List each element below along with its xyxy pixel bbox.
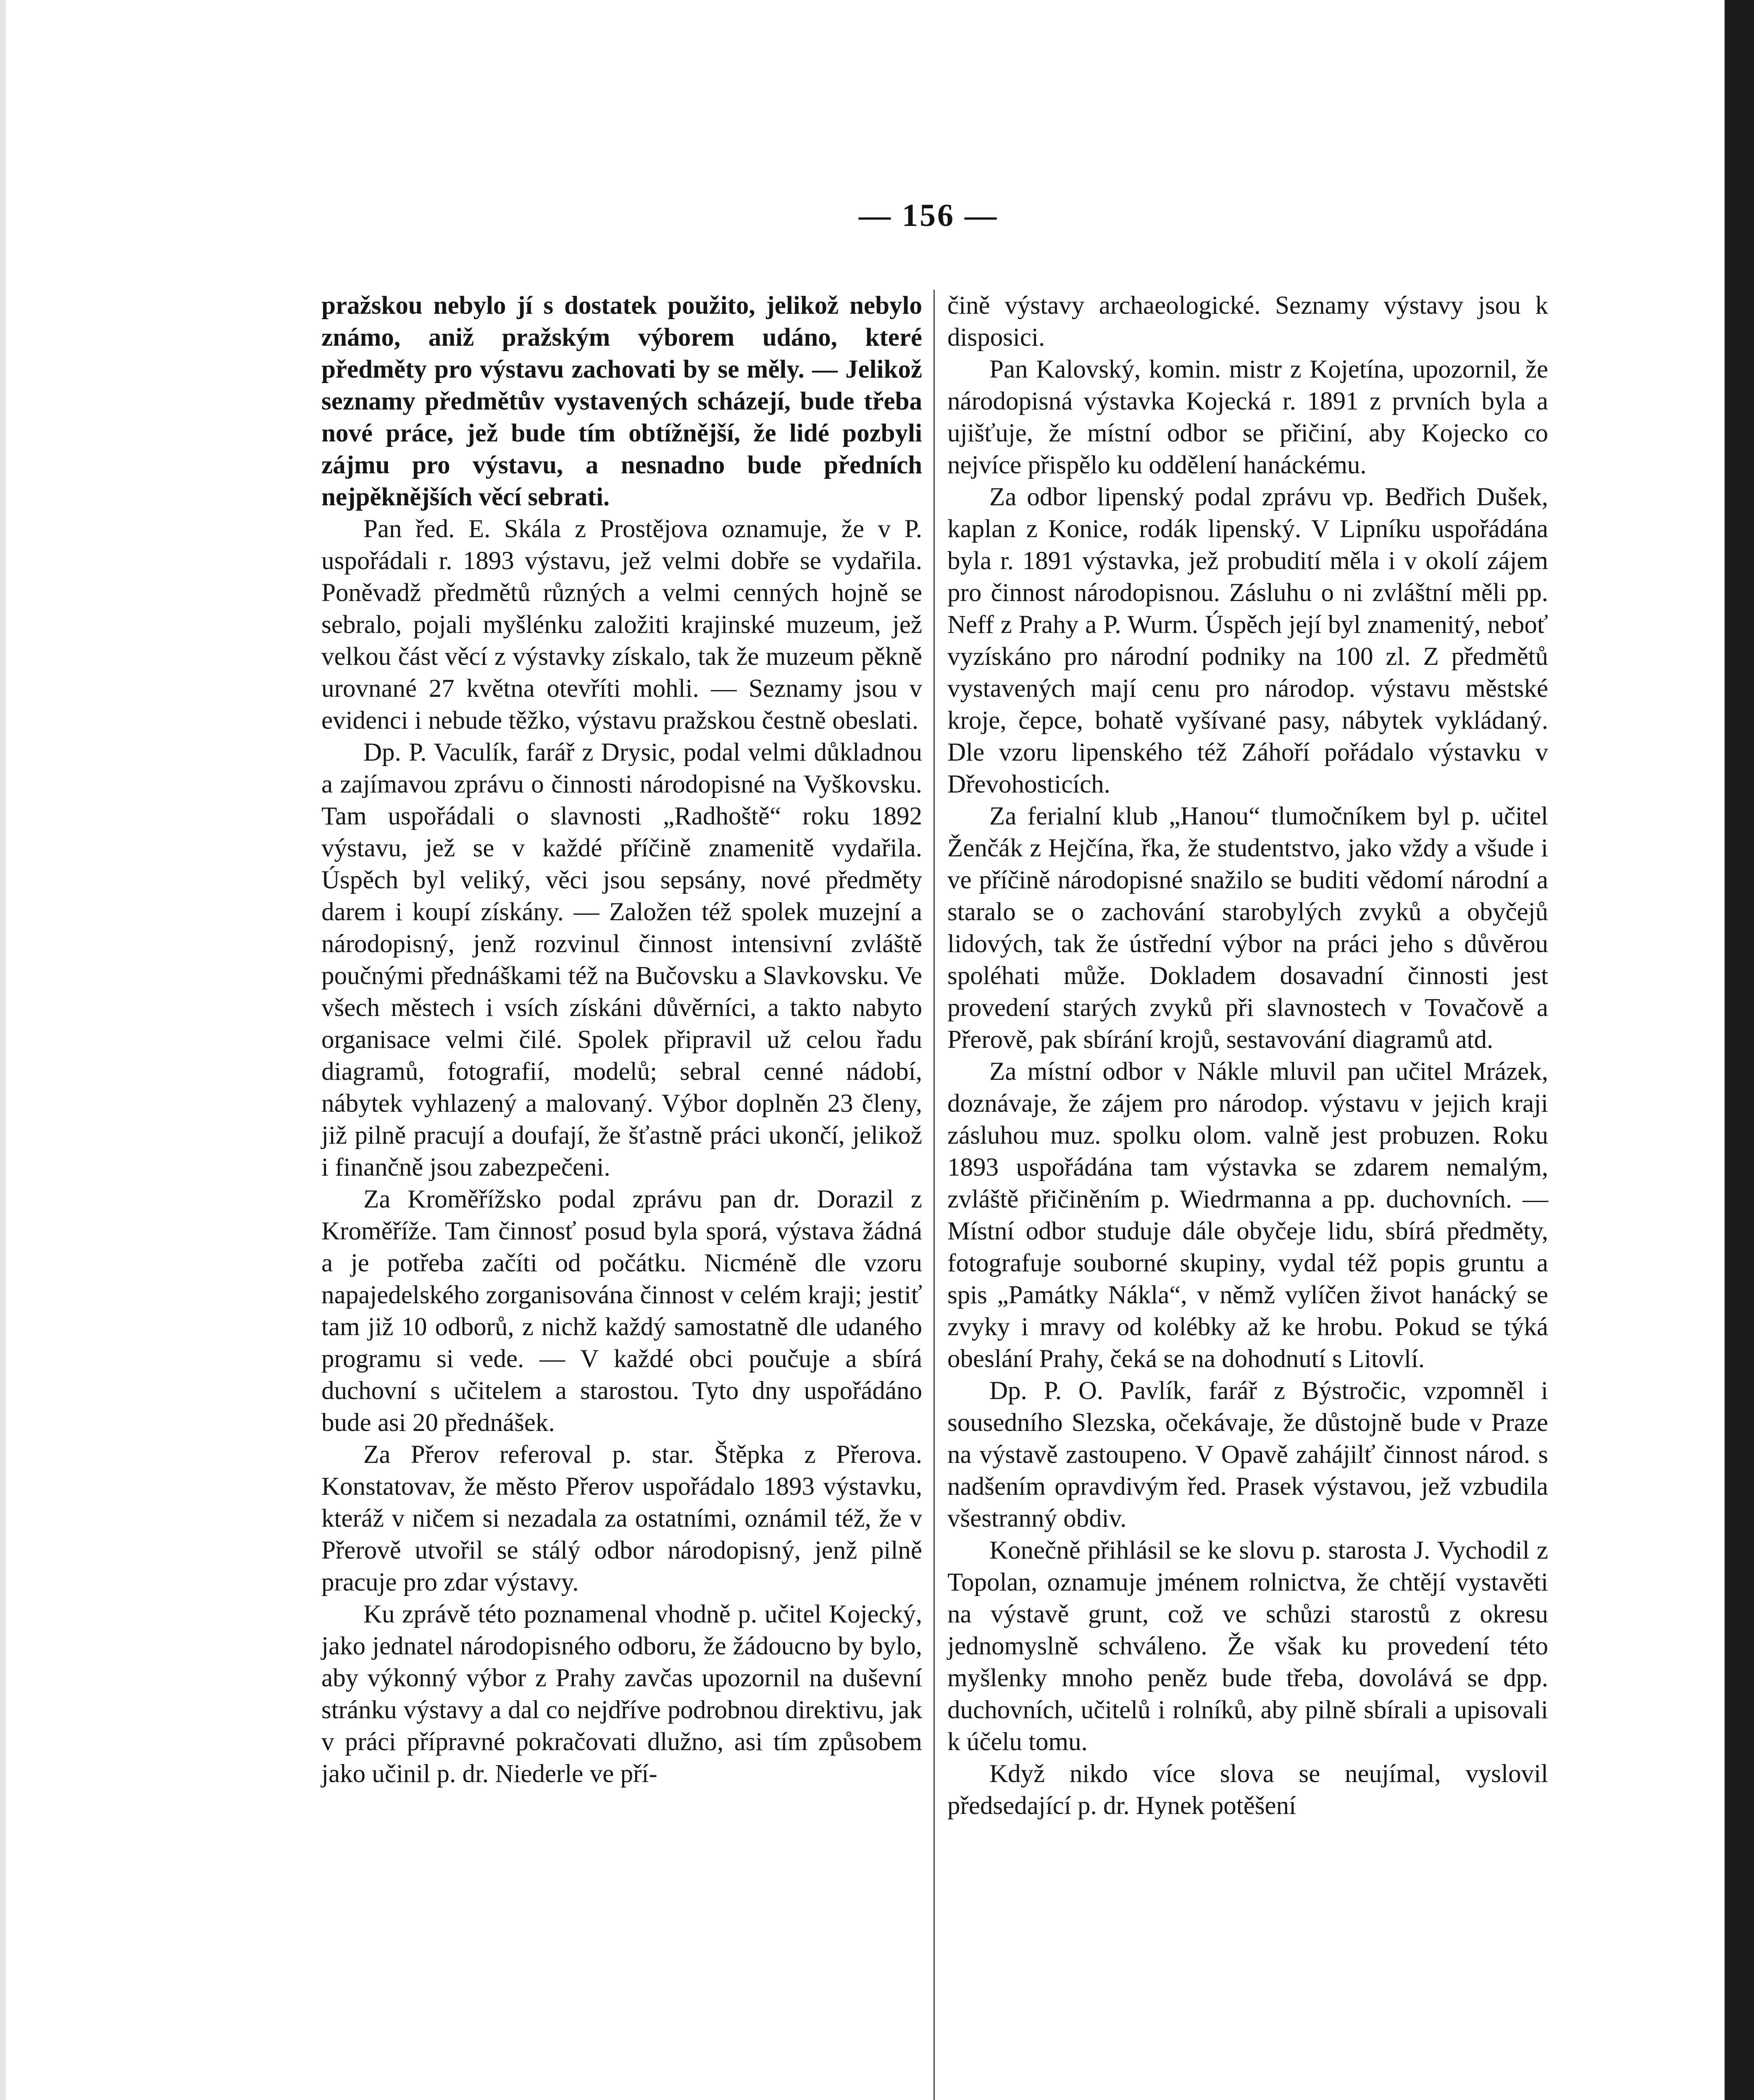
scan-left-edge [0,0,6,2100]
paragraph: Dp. P. Vaculík, farář z Drysic, podal velmi důkladnou a zajímavou zprávu o činnosti národopisné na Vyškovsku. Tam uspořádali o slavnosti „Radhoště“ roku 1892 výstavu, jež se v každé příčině znamenitě vydařila. Úspěch byl veliký, věci jsou sepsány, nové předměty darem i koupí získány. — Založen též spolek muzejní a národopisný, jenž rozvinul činnost intensivní zvláště poučnými přednáškami též na Bučovsku a Slavkovsku. Ve všech městech i vsích získáni důvěrníci, a takto nabyto organisace velmi čilé. Spolek připravil už celou řadu diagramů, fotografií, modelů; sebral cenné nádobí, nábytek vyhlazený a malovaný. Výbor doplněn 23 členy, již pilně pracují a doufají, že šťastně práci ukončí, jelikož i finančně jsou zabezpečeni. [321,738,922,1181]
scan-right-border [1725,0,1754,2100]
left-column [321,290,922,2100]
column-divider [934,290,935,2100]
paragraph: Dp. P. O. Pavlík, farář z Býstročic, vzpomněl i sousedního Slezska, očekávaje, že důstojně bude v Praze na výstavě zastoupeno. V Opavě zahájilť činnost národ. s nadšením opravdivým řed. Prasek výstavou, jež vzbudila všestranný obdiv. [947,1377,1548,1533]
paragraph: Za Kroměřížsko podal zprávu pan dr. Dorazil z Kroměříže. Tam činnosť posud byla sporá, výstava žádná a je potřeba začíti od počátku. Nicméně dle vzoru napajedelského zorganisována činnost v celém kraji; jestiť tam již 10 odborů, z nichž každý samostatně dle udaného programu si vede. — V každé obci poučuje a sbírá duchovní s učitelem a starostou. Tyto dny uspořádáno bude asi 20 přednášek. [321,1185,922,1437]
paragraph: Za ferialní klub „Hanou“ tlumočníkem byl p. učitel Ženčák z Hejčína, řka, že studentstvo, jako vždy a všude i ve příčině národopisné snažilo se buditi vědomí národní a staralo se o zachování starobylých zvyků a obyčejů lidových, tak že ústřední výbor na práci jeho s důvěrou spoléhati může. Dokladem dosavadní činnosti jest provedení starých zvyků při slavnostech v Tovačově a Přerově, pak sbírání krojů, sestavování diagramů atd. [947,802,1548,1054]
paragraph: Konečně přihlásil se ke slovu p. starosta J. Vychodil z Topolan, oznamuje jménem rolnictva, že chtějí vystavěti na výstavě grunt, což ve schůzi starostů z okresu jednomyslně schváleno. Že však ku provedení této myšlenky mnoho peněz bude třeba, dovolává se dpp. duchovních, učitelů i rolníků, aby pilně sbírali a upisovali k účelu tomu. [947,1536,1548,1756]
paragraph: pražskou nebylo jí s dostatek použito, jelikož nebylo známo, aniž pražským výborem udáno, které předměty pro výstavu zachovati by se měly. — Jelikož seznamy předmětův vystavených scházejí, bude třeba nové práce, jež bude tím obtížnější, že lidé pozbyli zájmu pro výstavu, a nesnadno bude předních nejpěknějších věcí sebrati. [321,291,922,511]
right-column [947,290,1548,2100]
paragraph: Za místní odbor v Nákle mluvil pan učitel Mrázek, doznávaje, že zájem pro národop. výstavu v jejich kraji zásluhou muz. spolku olom. valně jest probuzen. Roku 1893 uspořádána tam výstavka se zdarem nemalým, zvláště přičiněním p. Wiedrmanna a pp. duchovních. — Místní odbor studuje dále obyčeje lidu, sbírá předměty, fotografuje souborné skupiny, vydal též popis gruntu a spis „Památky Nákla“, v němž vylíčen život hanácký se zvyky i mravy od kolébky až ke hrobu. Pokud se týká obeslání Prahy, čeká se na dohodnutí s Litovlí. [947,1058,1548,1373]
paragraph: Pan Kalovský, komin. mistr z Kojetína, upozornil, že národopisná výstavka Kojecká r. 1891 z prvních byla a ujišťuje, že místní odbor se přičiní, aby Kojecko co nejvíce přispělo ku oddělení hanáckému. [947,355,1548,479]
paragraph: Za odbor lipenský podal zprávu vp. Bedřich Dušek, kaplan z Konice, rodák lipenský. V Lipníku uspořádána byla r. 1891 výstavka, jež probudití měla i v okolí zájem pro činnost národopisnou. Zásluhu o ni zvláštní měli pp. Neff z Prahy a P. Wurm. Úspěch její byl znamenitý, neboť vyzískáno pro národní podniky na 100 zl. Z předmětů vystavených mají cenu pro národop. výstavu městské kroje, čepce, bohatě vyšívané pasy, nábytek vykládaný. Dle vzoru lipenského též Záhoří pořádalo výstavku v Dřevohosticích. [947,483,1548,798]
paragraph: čině výstavy archaeologické. Seznamy výstavy jsou k disposici. [947,291,1548,352]
paragraph: Ku zprávě této poznamenal vhodně p. učitel Kojecký, jako jednatel národopisného odboru, že žádoucno by bylo, aby výkonný výbor z Prahy zavčas upozornil na duševní stránku výstavy a dal co nejdříve podrobnou direktivu, jak v práci přípravné pokračovati dlužno, asi tím způsobem jako učinil p. dr. Niederle ve pří- [321,1600,922,1788]
paragraph: Pan řed. E. Skála z Prostějova oznamuje, že v P. uspořádali r. 1893 výstavu, jež velmi dobře se vydařila. Poněvadž předmětů různých a velmi cenných hojně se sebralo, pojali myšlénku založiti krajinské muzeum, jež velkou část věcí z výstavky získalo, tak že muzeum pěkně urovnané 27 května otevříti mohli. — Seznamy jsou v evidenci i nebude těžko, výstavu pražskou čestně obeslati. [321,515,922,735]
paragraph: Za Přerov referoval p. star. Štěpka z Přerova. Konstatovav, že město Přerov uspořádalo 1893 výstavku, kteráž v ničem si nezadala za ostatními, oznámil též, že v Přerově utvořil se stálý odbor národopisný, jenž pilně pracuje pro zdar výstavy. [321,1441,922,1596]
page-number: — 156 — [859,198,998,233]
paragraph: Když nikdo více slova se neujímal, vyslovil předsedající p. dr. Hynek potěšení [947,1760,1548,1820]
